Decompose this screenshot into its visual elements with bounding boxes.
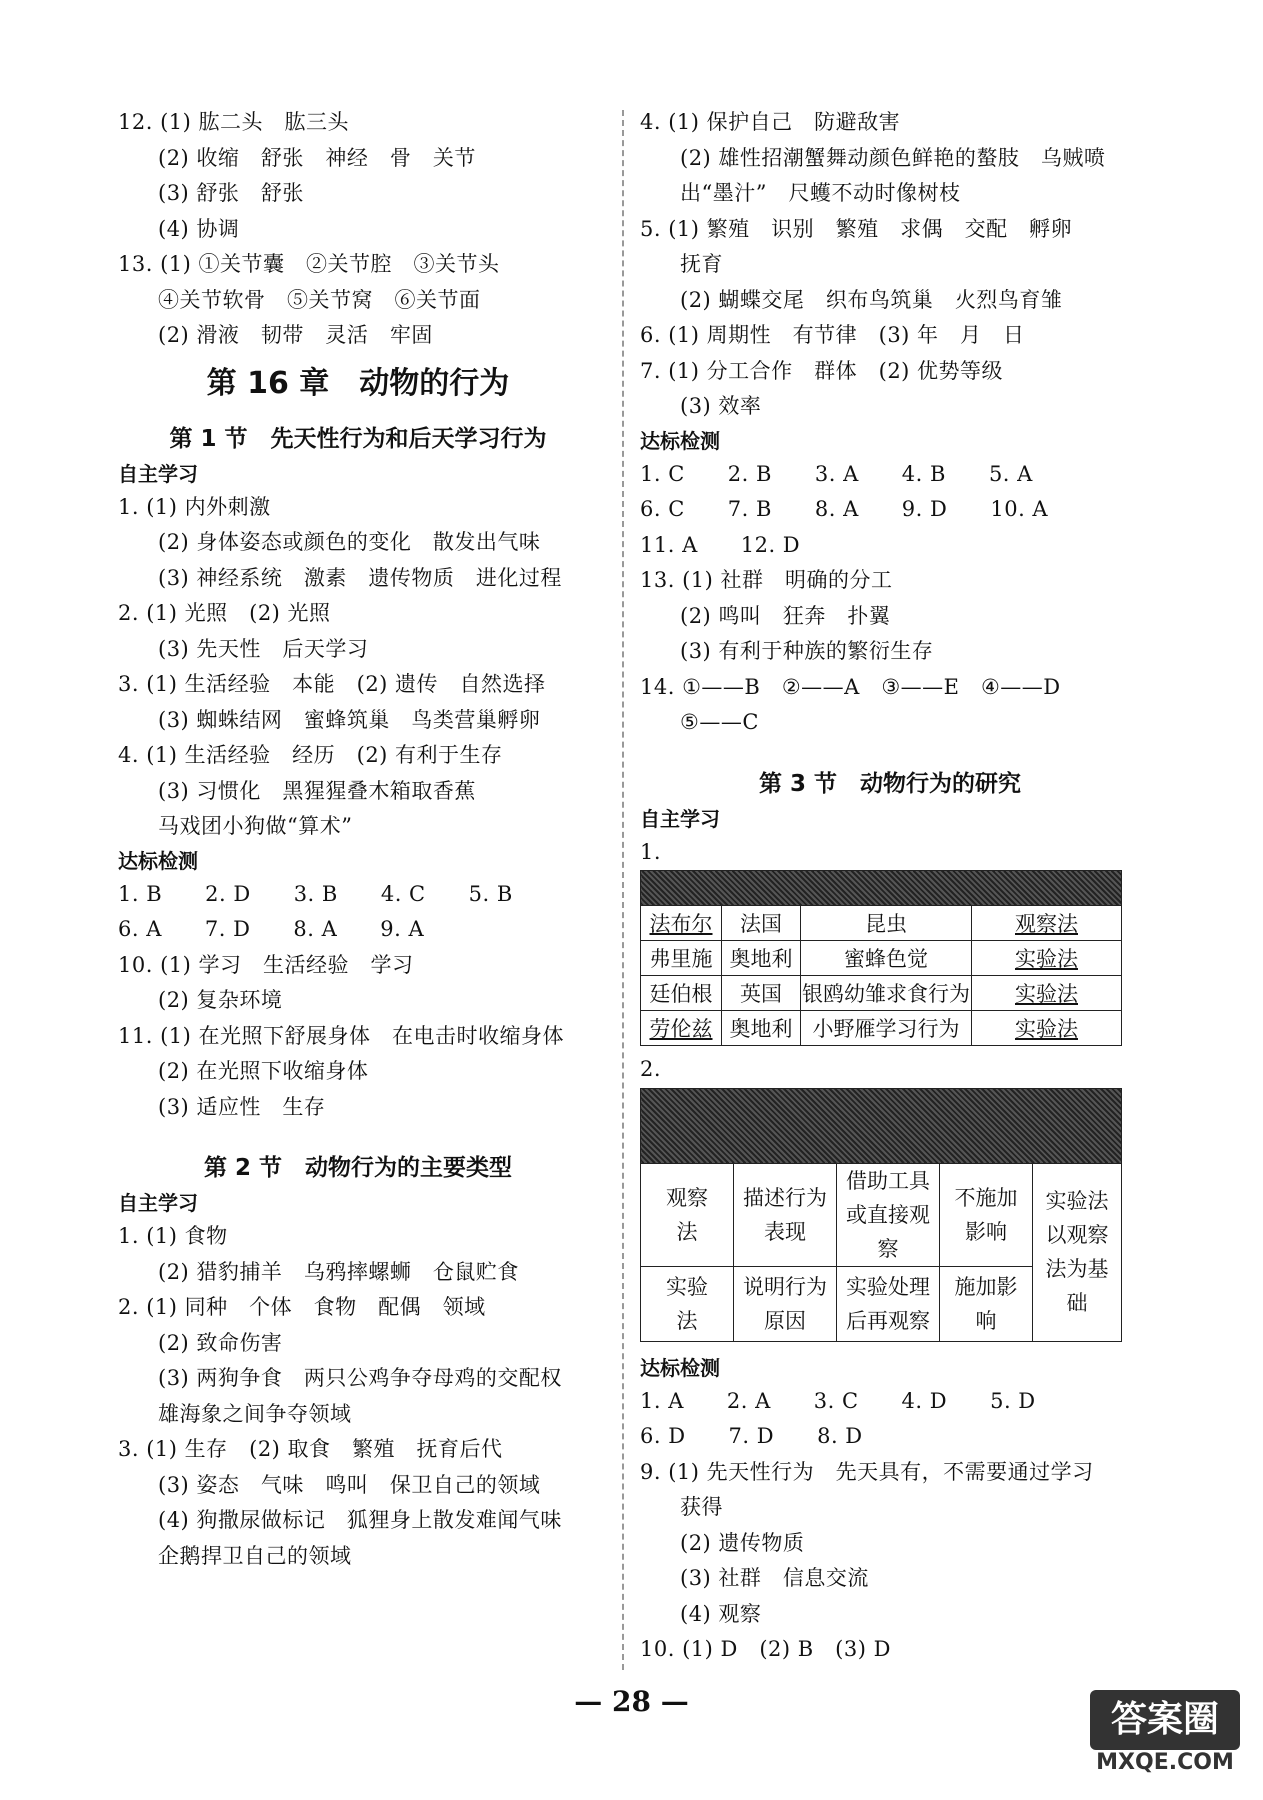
answer-line: (4) 协调 [158,216,240,241]
table-cell: 借助工具或直接观察 [837,1163,940,1266]
subsection-label: 自主学习 [118,461,198,486]
answer-line: (3) 蜘蛛结网 蜜蜂筑巢 鸟类营巢孵卵 [158,707,541,732]
table-row [641,1011,1122,1046]
answer-line: (2) 身体姿态或颜色的变化 散发出气味 [158,530,541,554]
answer-line: 7. (1) 分工合作 群体 (2) 优势等级 [640,358,1004,383]
answer-line: 企鹅捍卫自己的领域 [158,1543,352,1568]
answer-line: 获得 [680,1495,723,1519]
table-cell: 观察法 [641,1163,734,1266]
answer-line: (3) 姿态 气味 鸣叫 保卫自己的领域 [158,1472,541,1497]
answer-line: (2) 雄性招潮蟹舞动颜色鲜艳的螯肢 乌贼喷 [680,145,1106,170]
table-cell: 实验法 [972,941,1122,976]
chapter-title: 第 16 章 动物的行为 [206,365,510,401]
answer-line: (2) 复杂环境 [158,988,283,1012]
section-title: 第 2 节 动物行为的主要类型 [203,1155,513,1181]
answer-line: (4) 狗撒尿做标记 狐狸身上散发难闻气味 [158,1508,562,1532]
answer-line: 雄海象之间争夺领域 [158,1401,352,1426]
table-header-band [641,1088,1122,1163]
answer-line: (3) 神经系统 激素 遗传物质 进化过程 [158,565,562,590]
answer-line: (3) 效率 [680,394,762,418]
table-cell: 英国 [722,976,801,1011]
table-cell: 小野雁学习行为 [801,1011,972,1046]
watermark-logo-text: 答案圈 [1090,1690,1240,1750]
answer-line: (3) 两狗争食 两只公鸡争夺母鸡的交配权 [158,1366,562,1390]
table-cell: 银鸥幼雏求食行为 [801,976,972,1011]
answer-line: 6. D 7. D 8. D [640,1424,863,1448]
watermark-url: MXQE.COM [1096,1750,1234,1775]
table-cell: 劳伦兹 [641,1011,722,1046]
table-row [641,941,1122,976]
answer-line: 1. (1) 食物 [118,1224,228,1248]
table-cell: 不施加影响 [940,1163,1033,1266]
scientists-table [640,870,1122,1046]
section-title: 第 3 节 动物行为的研究 [758,770,1022,797]
answer-line: 马戏团小狗做“算术” [158,814,353,838]
table-cell: 奥地利 [722,941,801,976]
subsection-label: 自主学习 [118,1191,198,1215]
answer-line: 6. A 7. D 8. A 9. A [118,917,425,941]
table-cell: 实验法 [641,1266,734,1341]
table-cell: 法国 [722,906,801,941]
left-column [118,105,598,1574]
answer-line: 11. (1) 在光照下舒展身体 在电击时收缩身体 [118,1023,564,1048]
subsection-label: 达标检测 [118,848,198,873]
table-cell: 实验法 [972,1011,1122,1046]
table-cell: 施加影响 [940,1266,1033,1341]
watermark-logo [1090,1690,1240,1790]
answer-line: 1. (1) 内外刺激 [118,494,271,519]
answer-line: (2) 滑液 韧带 灵活 牢固 [158,323,433,347]
answer-line: ⑤——C [680,710,759,734]
answer-line: (2) 遗传物质 [680,1530,805,1555]
table-cell: 蜜蜂色觉 [801,941,972,976]
answer-line: 3. (1) 生存 (2) 取食 繁殖 抚育后代 [118,1437,503,1461]
table-cell: 实验法 [972,976,1122,1011]
answer-line: 1. C 2. B 3. A 4. B 5. A [640,461,1033,486]
answer-line: 3. (1) 生活经验 本能 (2) 遗传 自然选择 [118,672,546,696]
answer-line: (2) 在光照下收缩身体 [158,1059,369,1083]
answer-line: 抚育 [680,252,723,276]
answer-line: 13. (1) 社群 明确的分工 [640,568,893,592]
table-label: 1. [640,839,662,864]
table-cell: 法布尔 [641,906,722,941]
answer-line: 10. (1) D (2) B (3) D [640,1637,891,1661]
subsection-label: 达标检测 [640,428,720,453]
table-cell: 描述行为表现 [734,1163,837,1266]
answer-line: 1. A 2. A 3. C 4. D 5. D [640,1388,1036,1413]
answer-line: 1. B 2. D 3. B 4. C 5. B [118,881,513,906]
answer-line: (3) 有利于种族的繁衍生存 [680,639,934,663]
column-divider [622,110,624,1670]
table-cell: 奥地利 [722,1011,801,1046]
subsection-label: 自主学习 [640,806,720,831]
answer-line: (4) 观察 [680,1601,762,1626]
table-row [641,1163,1122,1266]
table-cell: 廷伯根 [641,976,722,1011]
table-cell: 弗里施 [641,941,722,976]
answer-line: 13. (1) ①关节囊 ②关节腔 ③关节头 [118,252,500,276]
answer-line: 6. (1) 周期性 有节律 (3) 年 月 日 [640,323,1025,347]
answer-line: 6. C 7. B 8. A 9. D 10. A [640,497,1049,521]
answer-line: 14. ①——B ②——A ③——E ④——D [640,674,1061,699]
answer-line: 出“墨汁” 尺蠖不动时像树枝 [680,181,961,205]
answer-line: 2. (1) 同种 个体 食物 配偶 领域 [118,1295,486,1319]
answer-line: 4. (1) 生活经验 经历 (2) 有利于生存 [118,743,503,767]
page-number: — 28 — [574,1685,689,1718]
answer-line: (3) 先天性 后天学习 [158,636,369,661]
answer-line: (3) 社群 信息交流 [680,1566,869,1590]
table-header-band [641,871,1122,906]
answer-line: (3) 舒张 舒张 [158,181,304,205]
answer-line: (2) 致命伤害 [158,1330,283,1355]
answer-line: (3) 习惯化 黑猩猩叠木箱取香蕉 [158,778,476,803]
answer-line: 2. (1) 光照 (2) 光照 [118,601,331,625]
table-cell: 说明行为原因 [734,1266,837,1341]
answer-line: 4. (1) 保护自己 防避敌害 [640,110,901,134]
answer-line: (2) 鸣叫 狂奔 扑翼 [680,603,891,628]
right-column [640,105,1140,1668]
table-row [641,906,1122,941]
answer-line: 12. (1) 肱二头 肱三头 [118,110,349,134]
answer-line: 11. A 12. D [640,532,801,557]
answer-line: 9. (1) 先天性行为 先天具有，不需要通过学习 [640,1459,1094,1484]
table-cell: 昆虫 [801,906,972,941]
section-title: 第 1 节 先天性行为和后天学习行为 [169,425,547,452]
answer-line: ④关节软骨 ⑤关节窝 ⑥关节面 [158,287,481,312]
subsection-label: 达标检测 [640,1355,720,1380]
table-cell: 实验法以观察法为基础 [1033,1163,1122,1341]
answer-line: 10. (1) 学习 生活经验 学习 [118,952,414,977]
methods-table [640,1088,1122,1342]
answer-line: 5. (1) 繁殖 识别 繁殖 求偶 交配 孵卵 [640,216,1073,241]
table-cell: 观察法 [972,906,1122,941]
answer-line: (2) 猎豹捕羊 乌鸦摔螺蛳 仓鼠贮食 [158,1259,519,1284]
table-cell: 实验处理后再观察 [837,1266,940,1341]
table-label: 2. [640,1057,662,1081]
answer-line: (2) 收缩 舒张 神经 骨 关节 [158,145,476,170]
answer-line: (3) 适应性 生存 [158,1094,326,1119]
answer-line: (2) 蝴蝶交尾 织布鸟筑巢 火烈鸟育雏 [680,287,1063,312]
table-row [641,976,1122,1011]
